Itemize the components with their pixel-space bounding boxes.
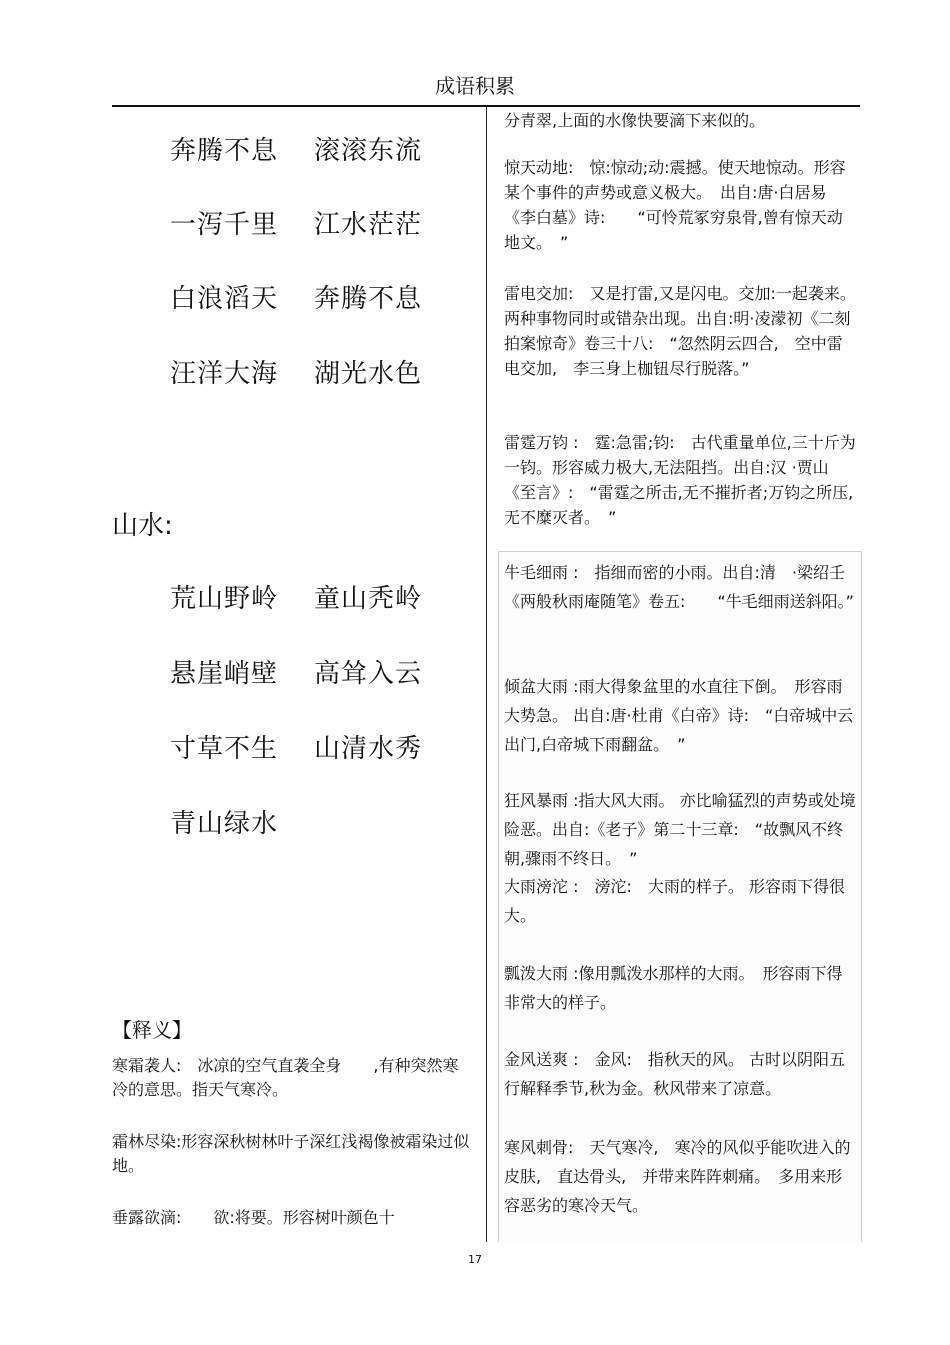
idiom-pair bbox=[170, 353, 422, 390]
idiom-pair bbox=[170, 278, 422, 315]
idiom: 童山秃岭 bbox=[314, 584, 423, 614]
idiom: 滚滚东流 bbox=[314, 136, 423, 166]
definition-entry: 垂露欲滴: 欲:将要。形容树叶颜色十 bbox=[112, 1208, 395, 1227]
idiom-pair bbox=[170, 204, 422, 241]
column-divider bbox=[486, 107, 487, 1242]
idiom: 高耸入云 bbox=[314, 659, 423, 689]
idiom: 一泻千里 bbox=[170, 210, 279, 240]
definition-entry: 狂风暴雨 :指大风大雨。 亦比喻猛烈的声势或处境险恶。出自:《老子》第二十三章: “故飘风不终朝,骤雨不终日。 ” bbox=[504, 791, 856, 868]
page-number: 17 bbox=[468, 1253, 482, 1266]
definition-entry: 分青翠,上面的水像快要滴下来似的。 bbox=[504, 111, 766, 130]
definition-entry: 霜林尽染:形容深秋树林叶子深红浅褐像被霜染过似地。 bbox=[112, 1132, 470, 1175]
idiom: 悬崖峭壁 bbox=[170, 659, 279, 689]
definition-entry: 寒霜袭人: 冰凉的空气直袭全身 ,有种突然寒冷的意思。指天气寒冷。 bbox=[112, 1056, 459, 1099]
definition-entry: 金风送爽 : 金风: 指秋天的风。 古时以阴阳五行解释季节,秋为金。秋风带来了凉意。 bbox=[504, 1050, 845, 1098]
idiom-pair bbox=[170, 653, 422, 690]
definition-entry: 倾盆大雨 :雨大得象盆里的水直往下倒。 形容雨大势急。 出自:唐·杜甫《白帝》诗: “白帝城中云出门,白帝城下雨翻盆。 ” bbox=[504, 677, 854, 754]
idiom: 奔腾不息 bbox=[314, 284, 423, 314]
idiom: 江水茫茫 bbox=[314, 210, 423, 240]
idiom: 山清水秀 bbox=[314, 734, 423, 764]
shiyi-heading: 【释义】 bbox=[112, 1018, 192, 1042]
idiom: 白浪滔天 bbox=[170, 284, 279, 314]
idiom-pair bbox=[170, 130, 422, 167]
idiom-pair bbox=[170, 728, 422, 765]
idiom: 荒山野岭 bbox=[170, 584, 279, 614]
definition-entry: 惊天动地: 惊:惊动;动:震撼。使天地惊动。形容某个事件的声势或意义极大。 出自:唐·白居易《李白墓》诗: “可怜荒冢穷泉骨,曾有惊天动地文。 ” bbox=[504, 158, 846, 252]
definition-entry: 瓢泼大雨 :像用瓢泼水那样的大雨。 形容雨下得非常大的样子。 bbox=[504, 964, 843, 1012]
section-heading: 山水: bbox=[112, 511, 173, 541]
definition-entry: 牛毛细雨 : 指细而密的小雨。出自:清 ·梁绍壬《两般秋雨庵随笔》卷五: “牛毛细雨送斜阳。” bbox=[504, 563, 854, 611]
idiom: 青山绿水 bbox=[170, 809, 279, 839]
idiom: 汪洋大海 bbox=[170, 359, 279, 389]
definition-entry: 寒风刺骨: 天气寒冷, 寒冷的风似乎能吹进入的皮肤, 直达骨头, 并带来阵阵刺痛。 多用来形容恶劣的寒冷天气。 bbox=[504, 1138, 851, 1215]
idiom: 寸草不生 bbox=[170, 734, 279, 764]
idiom-pair bbox=[170, 578, 422, 615]
definition-entry: 大雨滂沱 : 滂沱: 大雨的样子。 形容雨下得很大。 bbox=[504, 877, 845, 925]
idiom-pair bbox=[170, 803, 314, 840]
definition-entry: 雷霆万钧 : 霆:急雷;钧: 古代重量单位,三十斤为一钧。形容威力极大,无法阻挡。出自:汉 ·贾山《至言》: “雷霆之所击,无不摧折者;万钧之所压,无不糜灭者。 ” bbox=[504, 433, 856, 527]
idiom: 湖光水色 bbox=[314, 359, 423, 389]
page-title: 成语积累 bbox=[435, 74, 515, 98]
idiom: 奔腾不息 bbox=[170, 136, 279, 166]
definition-entry: 雷电交加: 又是打雷,又是闪电。交加:一起袭来。两种事物同时或错杂出现。出自:明·凌濛初《二刻拍案惊奇》卷三十八: “忽然阴云四合, 空中雷电交加, 李三身上枷钮尽行脱落。” bbox=[504, 284, 856, 378]
